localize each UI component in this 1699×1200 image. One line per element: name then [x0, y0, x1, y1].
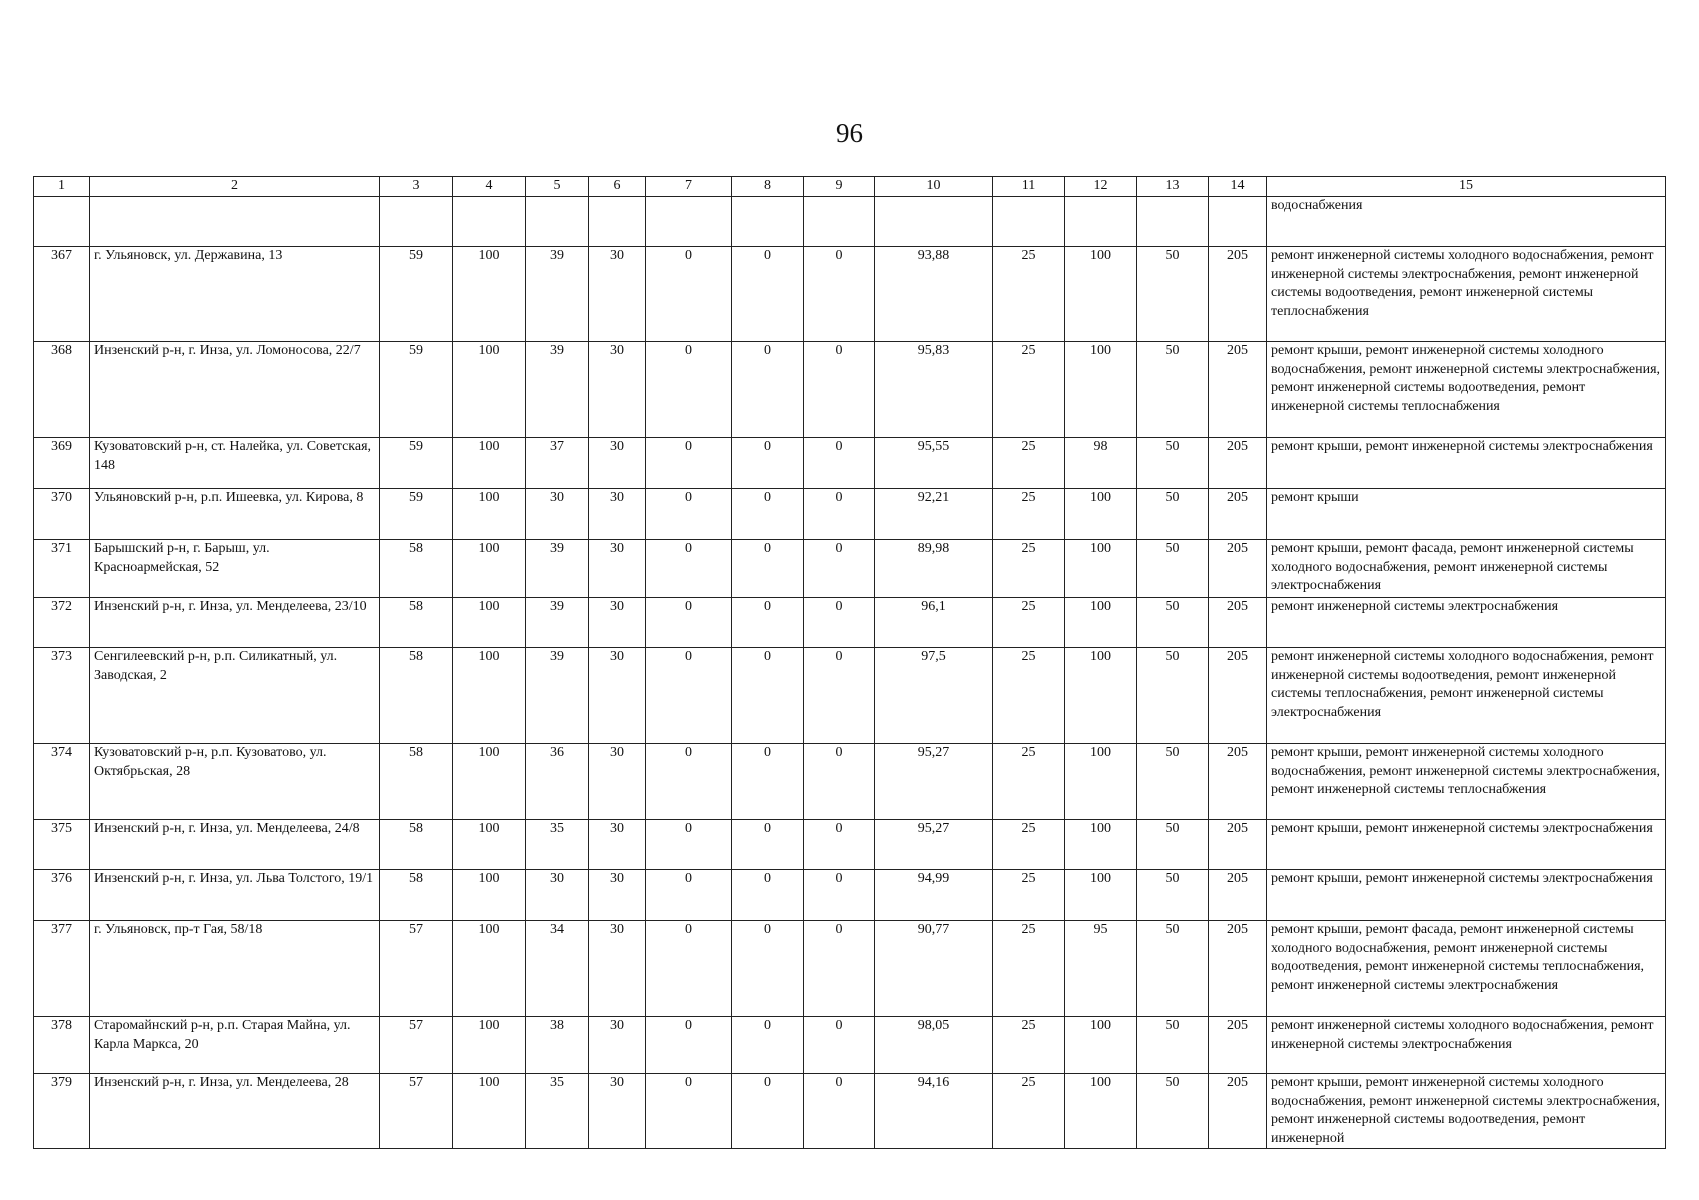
value-cell: 0 [804, 1017, 875, 1074]
value-cell: 205 [1209, 1074, 1267, 1149]
value-cell: 58 [380, 744, 453, 820]
table-row [34, 820, 1666, 870]
value-cell: 205 [1209, 1017, 1267, 1074]
page-number: 96 [836, 118, 863, 148]
value-cell: 100 [453, 744, 526, 820]
value-cell: 0 [732, 489, 804, 540]
value-cell: 89,98 [875, 540, 993, 598]
value-cell: 95 [1065, 921, 1137, 1017]
value-cell: 0 [646, 598, 732, 648]
value-cell: 100 [1065, 342, 1137, 438]
value-cell: 25 [993, 540, 1065, 598]
value-cell: 205 [1209, 921, 1267, 1017]
value-cell: 100 [1065, 598, 1137, 648]
value-cell: 58 [380, 648, 453, 744]
column-header: 13 [1137, 177, 1209, 197]
value-cell: 100 [453, 648, 526, 744]
value-cell: 0 [646, 870, 732, 921]
value-cell: 57 [380, 1074, 453, 1149]
value-cell: 100 [453, 921, 526, 1017]
value-cell: 100 [453, 598, 526, 648]
value-cell: 100 [1065, 648, 1137, 744]
works-cell: ремонт крыши [1267, 489, 1666, 540]
value-cell: 50 [1137, 438, 1209, 489]
value-cell: 50 [1137, 820, 1209, 870]
value-cell: 35 [526, 820, 589, 870]
value-cell: 95,27 [875, 744, 993, 820]
address-cell: Инзенский р-н, г. Инза, ул. Менделеева, 24/8 [90, 820, 380, 870]
value-cell: 25 [993, 921, 1065, 1017]
value-cell: 0 [804, 438, 875, 489]
value-cell: 0 [732, 342, 804, 438]
value-cell: 205 [1209, 489, 1267, 540]
value-cell: 0 [804, 1074, 875, 1149]
value-cell: 0 [804, 744, 875, 820]
value-cell: 100 [1065, 1017, 1137, 1074]
value-cell: 50 [1137, 489, 1209, 540]
row-number: 370 [34, 489, 90, 540]
value-cell: 100 [1065, 870, 1137, 921]
value-cell: 25 [993, 342, 1065, 438]
continuation-row [34, 197, 1666, 247]
value-cell: 0 [732, 648, 804, 744]
address-cell: Барышский р-н, г. Барыш, ул. Красноармейская, 52 [90, 540, 380, 598]
value-cell: 30 [589, 247, 646, 342]
row-number: 375 [34, 820, 90, 870]
works-cell: ремонт крыши, ремонт фасада, ремонт инженерной системы холодного водоснабжения, ремонт инженерной системы водоотведения, ремонт инженерной системы теплоснабжения, ремонт инженерной системы электроснабжения [1267, 921, 1666, 1017]
column-header: 11 [993, 177, 1065, 197]
column-header: 8 [732, 177, 804, 197]
value-cell: 205 [1209, 648, 1267, 744]
table-row [34, 247, 1666, 342]
value-cell: 0 [804, 540, 875, 598]
works-cell: ремонт инженерной системы холодного водоснабжения, ремонт инженерной системы электроснабжения [1267, 1017, 1666, 1074]
value-cell: 0 [646, 1017, 732, 1074]
value-cell: 100 [1065, 744, 1137, 820]
value-cell: 50 [1137, 744, 1209, 820]
column-header: 15 [1267, 177, 1666, 197]
row-number: 368 [34, 342, 90, 438]
value-cell: 205 [1209, 438, 1267, 489]
value-cell: 0 [732, 820, 804, 870]
value-cell: 30 [526, 870, 589, 921]
row-number: 372 [34, 598, 90, 648]
row-number: 377 [34, 921, 90, 1017]
value-cell: 30 [589, 648, 646, 744]
value-cell: 59 [380, 489, 453, 540]
column-header: 7 [646, 177, 732, 197]
value-cell: 94,99 [875, 870, 993, 921]
value-cell: 25 [993, 1017, 1065, 1074]
value-cell: 90,77 [875, 921, 993, 1017]
table-row [34, 921, 1666, 1017]
value-cell: 0 [646, 1074, 732, 1149]
value-cell: 0 [732, 438, 804, 489]
value-cell: 25 [993, 438, 1065, 489]
value-cell: 94,16 [875, 1074, 993, 1149]
works-cell: ремонт инженерной системы электроснабжения [1267, 598, 1666, 648]
value-cell: 58 [380, 870, 453, 921]
value-cell: 205 [1209, 540, 1267, 598]
table-row [34, 438, 1666, 489]
value-cell: 30 [589, 438, 646, 489]
column-number-row [34, 177, 1666, 197]
value-cell: 96,1 [875, 598, 993, 648]
value-cell: 98 [1065, 438, 1137, 489]
row-number: 369 [34, 438, 90, 489]
row-number: 378 [34, 1017, 90, 1074]
column-header: 9 [804, 177, 875, 197]
value-cell: 205 [1209, 342, 1267, 438]
works-cell: ремонт крыши, ремонт инженерной системы электроснабжения [1267, 820, 1666, 870]
value-cell: 50 [1137, 342, 1209, 438]
value-cell: 98,05 [875, 1017, 993, 1074]
value-cell: 95,55 [875, 438, 993, 489]
value-cell: 0 [646, 648, 732, 744]
value-cell: 0 [646, 744, 732, 820]
works-cell: ремонт инженерной системы холодного водоснабжения, ремонт инженерной системы водоотведения, ремонт инженерной системы теплоснабжения, ремонт инженерной системы электроснабжения [1267, 648, 1666, 744]
value-cell: 0 [732, 540, 804, 598]
value-cell: 30 [589, 820, 646, 870]
value-cell: 0 [804, 648, 875, 744]
value-cell: 30 [589, 1074, 646, 1149]
value-cell: 0 [646, 438, 732, 489]
value-cell: 57 [380, 921, 453, 1017]
registry-table [33, 176, 1666, 1149]
address-cell: Старомайнский р-н, р.п. Старая Майна, ул. Карла Маркса, 20 [90, 1017, 380, 1074]
value-cell: 30 [589, 489, 646, 540]
value-cell: 39 [526, 247, 589, 342]
value-cell: 25 [993, 648, 1065, 744]
table-row [34, 489, 1666, 540]
table-row [34, 342, 1666, 438]
value-cell: 97,5 [875, 648, 993, 744]
value-cell: 36 [526, 744, 589, 820]
value-cell: 50 [1137, 1074, 1209, 1149]
table-row [34, 540, 1666, 598]
value-cell: 100 [453, 247, 526, 342]
table-row [34, 744, 1666, 820]
value-cell: 0 [804, 247, 875, 342]
value-cell: 30 [526, 489, 589, 540]
address-cell: Инзенский р-н, г. Инза, ул. Льва Толстого, 19/1 [90, 870, 380, 921]
address-cell: Инзенский р-н, г. Инза, ул. Менделеева, 28 [90, 1074, 380, 1149]
value-cell: 59 [380, 342, 453, 438]
value-cell: 0 [646, 820, 732, 870]
column-header: 6 [589, 177, 646, 197]
address-cell: Инзенский р-н, г. Инза, ул. Менделеева, 23/10 [90, 598, 380, 648]
value-cell: 0 [732, 744, 804, 820]
row-number: 374 [34, 744, 90, 820]
value-cell: 0 [646, 540, 732, 598]
continuation-text: водоснабжения [1267, 197, 1666, 247]
table-row [34, 1074, 1666, 1149]
value-cell: 92,21 [875, 489, 993, 540]
value-cell: 58 [380, 598, 453, 648]
value-cell: 30 [589, 342, 646, 438]
value-cell: 0 [804, 921, 875, 1017]
value-cell: 100 [453, 820, 526, 870]
value-cell: 38 [526, 1017, 589, 1074]
value-cell: 0 [646, 247, 732, 342]
value-cell: 100 [1065, 540, 1137, 598]
row-number: 376 [34, 870, 90, 921]
works-cell: ремонт крыши, ремонт инженерной системы холодного водоснабжения, ремонт инженерной системы электроснабжения, ремонт инженерной системы теплоснабжения [1267, 744, 1666, 820]
works-cell: ремонт инженерной системы холодного водоснабжения, ремонт инженерной системы электроснабжения, ремонт инженерной системы водоотведения, ремонт инженерной системы теплоснабжения [1267, 247, 1666, 342]
value-cell: 25 [993, 820, 1065, 870]
value-cell: 25 [993, 489, 1065, 540]
value-cell: 50 [1137, 648, 1209, 744]
value-cell: 50 [1137, 1017, 1209, 1074]
value-cell: 0 [646, 342, 732, 438]
value-cell: 50 [1137, 598, 1209, 648]
value-cell: 205 [1209, 820, 1267, 870]
column-header: 14 [1209, 177, 1267, 197]
column-header: 12 [1065, 177, 1137, 197]
value-cell: 100 [453, 1017, 526, 1074]
value-cell: 25 [993, 598, 1065, 648]
value-cell: 50 [1137, 540, 1209, 598]
value-cell: 34 [526, 921, 589, 1017]
value-cell: 35 [526, 1074, 589, 1149]
value-cell: 50 [1137, 870, 1209, 921]
value-cell: 100 [1065, 1074, 1137, 1149]
value-cell: 59 [380, 438, 453, 489]
row-number: 373 [34, 648, 90, 744]
address-cell: Кузоватовский р-н, р.п. Кузоватово, ул. Октябрьская, 28 [90, 744, 380, 820]
value-cell: 25 [993, 744, 1065, 820]
address-cell: Инзенский р-н, г. Инза, ул. Ломоносова, 22/7 [90, 342, 380, 438]
value-cell: 30 [589, 870, 646, 921]
value-cell: 37 [526, 438, 589, 489]
value-cell: 100 [1065, 820, 1137, 870]
works-cell: ремонт крыши, ремонт инженерной системы холодного водоснабжения, ремонт инженерной системы электроснабжения, ремонт инженерной системы водоотведения, ремонт инженерной системы теплоснабжения [1267, 342, 1666, 438]
value-cell: 0 [732, 1074, 804, 1149]
value-cell: 100 [453, 438, 526, 489]
value-cell: 59 [380, 247, 453, 342]
value-cell: 0 [804, 820, 875, 870]
works-cell: ремонт крыши, ремонт инженерной системы холодного водоснабжения, ремонт инженерной системы электроснабжения, ремонт инженерной системы водоотведения, ремонт инженерной [1267, 1074, 1666, 1149]
column-header: 10 [875, 177, 993, 197]
value-cell: 57 [380, 1017, 453, 1074]
value-cell: 39 [526, 342, 589, 438]
value-cell: 100 [1065, 247, 1137, 342]
value-cell: 30 [589, 744, 646, 820]
value-cell: 25 [993, 1074, 1065, 1149]
works-cell: ремонт крыши, ремонт инженерной системы электроснабжения [1267, 870, 1666, 921]
works-cell: ремонт крыши, ремонт фасада, ремонт инженерной системы холодного водоснабжения, ремонт инженерной системы электроснабжения [1267, 540, 1666, 598]
value-cell: 0 [732, 921, 804, 1017]
value-cell: 0 [732, 598, 804, 648]
column-header: 2 [90, 177, 380, 197]
value-cell: 100 [453, 870, 526, 921]
value-cell: 39 [526, 648, 589, 744]
value-cell: 25 [993, 870, 1065, 921]
value-cell: 100 [1065, 489, 1137, 540]
works-cell: ремонт крыши, ремонт инженерной системы электроснабжения [1267, 438, 1666, 489]
address-cell: Сенгилеевский р-н, р.п. Силикатный, ул. Заводская, 2 [90, 648, 380, 744]
row-number: 371 [34, 540, 90, 598]
value-cell: 205 [1209, 870, 1267, 921]
value-cell: 58 [380, 820, 453, 870]
value-cell: 25 [993, 247, 1065, 342]
value-cell: 205 [1209, 744, 1267, 820]
value-cell: 50 [1137, 247, 1209, 342]
table-row [34, 598, 1666, 648]
value-cell: 39 [526, 540, 589, 598]
address-cell: Кузоватовский р-н, ст. Налейка, ул. Советская, 148 [90, 438, 380, 489]
value-cell: 30 [589, 540, 646, 598]
value-cell: 58 [380, 540, 453, 598]
address-cell: г. Ульяновск, ул. Державина, 13 [90, 247, 380, 342]
value-cell: 0 [732, 870, 804, 921]
value-cell: 30 [589, 1017, 646, 1074]
address-cell: г. Ульяновск, пр-т Гая, 58/18 [90, 921, 380, 1017]
column-header: 1 [34, 177, 90, 197]
value-cell: 0 [646, 489, 732, 540]
value-cell: 0 [732, 1017, 804, 1074]
row-number: 367 [34, 247, 90, 342]
row-number: 379 [34, 1074, 90, 1149]
value-cell: 0 [804, 489, 875, 540]
value-cell: 0 [804, 598, 875, 648]
value-cell: 95,27 [875, 820, 993, 870]
value-cell: 100 [453, 1074, 526, 1149]
value-cell: 100 [453, 489, 526, 540]
value-cell: 0 [646, 921, 732, 1017]
value-cell: 0 [804, 342, 875, 438]
value-cell: 95,83 [875, 342, 993, 438]
value-cell: 100 [453, 540, 526, 598]
value-cell: 0 [804, 870, 875, 921]
table-row [34, 648, 1666, 744]
value-cell: 205 [1209, 247, 1267, 342]
table-row [34, 870, 1666, 921]
value-cell: 0 [732, 247, 804, 342]
address-cell: Ульяновский р-н, р.п. Ишеевка, ул. Кирова, 8 [90, 489, 380, 540]
value-cell: 39 [526, 598, 589, 648]
value-cell: 93,88 [875, 247, 993, 342]
column-header: 3 [380, 177, 453, 197]
column-header: 5 [526, 177, 589, 197]
table-row [34, 1017, 1666, 1074]
value-cell: 100 [453, 342, 526, 438]
value-cell: 205 [1209, 598, 1267, 648]
value-cell: 30 [589, 921, 646, 1017]
value-cell: 50 [1137, 921, 1209, 1017]
column-header: 4 [453, 177, 526, 197]
value-cell: 30 [589, 598, 646, 648]
